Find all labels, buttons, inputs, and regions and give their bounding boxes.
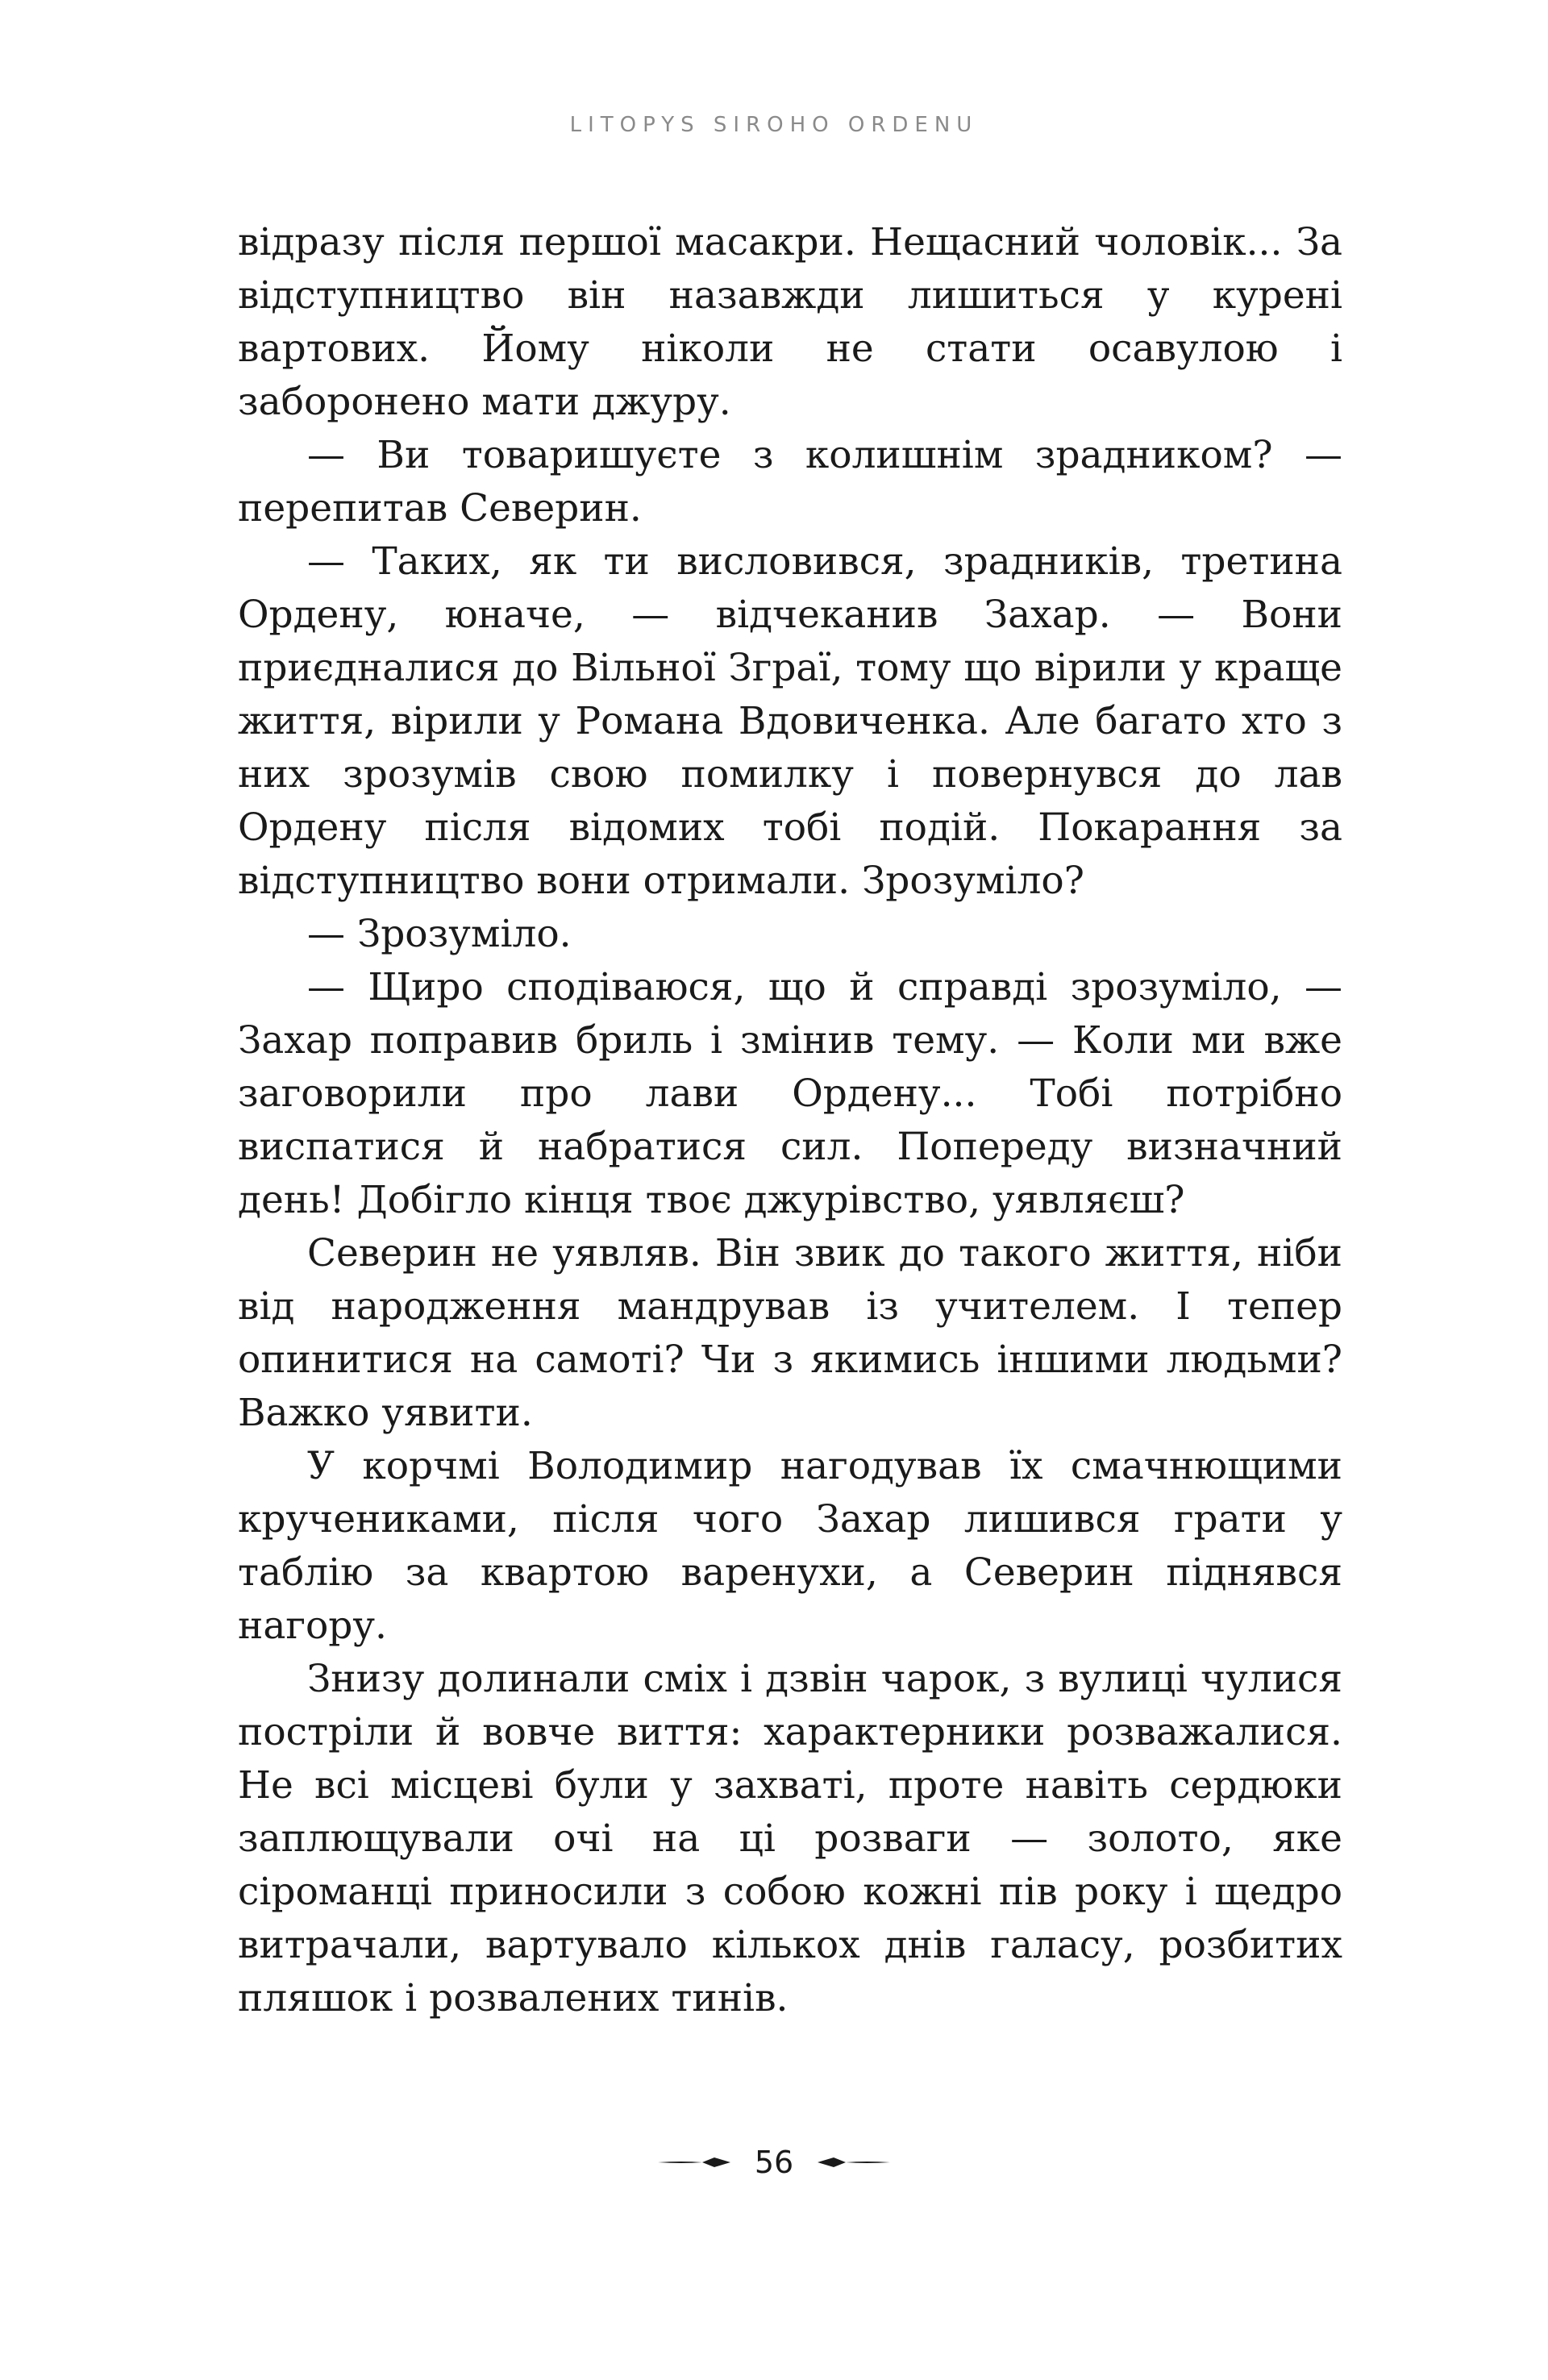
right-ornament-icon [818,2154,890,2170]
paragraph-2: — Ви товаришуєте з колишнім зрадником? — перепитав Северин. [238,433,1342,531]
body-text [238,216,1342,2025]
paragraph-3: — Таких, як ти висловився, зрадників, третина Ордену, юначе, — відчеканив Захар. — Вони приєдналися до Вільної Зграї, тому що вірили у краще життя, вірили у Романа Вдовиченка. Але багато хто з них зрозумів свою помилку і повернувся до лав Ордену після відомих тобі подій. Покарання за відступництво вони отримали. Зрозуміло? [238,539,1342,903]
paragraph-6: Северин не уявляв. Він звик до такого життя, ніби від народження мандрував із учителем. І тепер опинитися на самоті? Чи з якимись іншими людьми? Важко уявити. [238,1231,1342,1435]
paragraph-5: — Щиро сподіваюся, що й справді зрозуміло, — Захар поправив бриль і змінив тему. — Коли ми вже заговорили про лави Ордену... Тобі потрібно виспатися й набратися сил. Попереду визначний день! Добігло кінця твоє джурівство, уявляєш? [238,965,1342,1222]
page-number: 56 [754,2145,794,2180]
page-footer [0,2145,1548,2180]
paragraph-7: У корчмі Володимир нагодував їх смачнющими кручениками, після чого Захар лишився грати у таблію за квартою варенухи, а Северин піднявся нагору. [238,1444,1342,1648]
running-header: LITOPYS SIROHO ORDENU [569,113,979,137]
paragraph-4: — Зрозуміло. [307,912,572,956]
paragraph-8: Знизу долинали сміх і дзвін чарок, з вулиці чулися постріли й вовче виття: характерники розважалися. Не всі місцеві були у захваті, проте навіть сердюки заплющували очі на ці розваги — золото, яке сіроманці приносили з собою кожні пів року і щедро витрачали, вартувало кількох днів галасу, розбитих пляшок і розвалених тинів. [238,1657,1342,2020]
paragraph-1: відразу після першої масакри. Нещасний чоловік... За відступництво він назавжди лишиться у курені вартових. Йому ніколи не стати осавулою і заборонено мати джуру. [238,220,1342,424]
left-ornament-icon [658,2154,730,2170]
